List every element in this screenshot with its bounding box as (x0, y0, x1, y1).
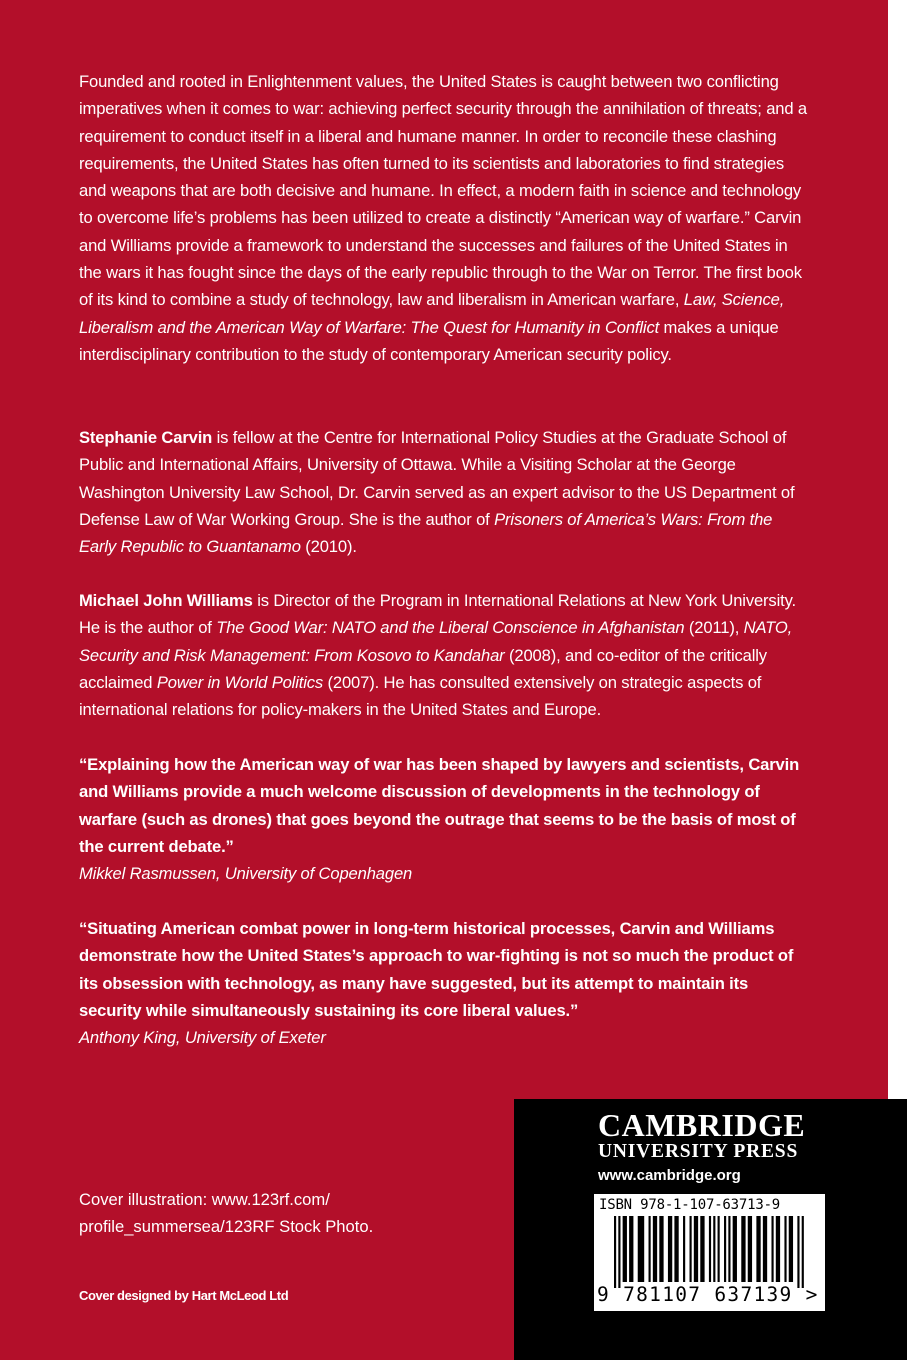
barcode-bar (718, 1216, 720, 1282)
publisher-panel (514, 1099, 907, 1360)
author-name-carvin: Stephanie Carvin (79, 428, 213, 447)
book-title-ref: The Good War: NATO and the Liberal Conscience in Afghanistan (216, 618, 685, 638)
author-bio-williams (79, 587, 811, 723)
barcode-bar (683, 1216, 685, 1282)
barcode-bar (756, 1216, 760, 1282)
barcode-bar (771, 1216, 773, 1282)
description-text-end: makes a unique interdisciplinary contribution to the study of contemporary American security policy. (79, 317, 779, 364)
endorsement-quote (79, 915, 811, 1051)
author-name-williams: Michael John Williams (79, 591, 253, 610)
barcode-bar (614, 1216, 616, 1288)
barcode-digits: 9 781107 637139 > (597, 1283, 819, 1306)
bio-text: is Director of the Program in International Relations at New York University. He is the author of (79, 591, 796, 638)
quote-text: “Explaining how the American way of war has been shaped by lawyers and scientists, Carvin and Williams provide a much welcome discussion of developments in the technology of warfare (such as drones) that goes beyond the outrage that seems to be the basis of most of the current debate.” (79, 755, 800, 856)
isbn-label: ISBN 978-1-107-63713-9 (599, 1197, 781, 1213)
cover-illustration-credit (79, 1186, 479, 1241)
barcode-bar (797, 1216, 799, 1288)
barcode-bar (694, 1216, 698, 1282)
barcode-bar (629, 1216, 633, 1282)
barcode-bar (659, 1216, 663, 1282)
quote-attribution: Anthony King, University of Exeter (79, 1028, 326, 1048)
credit-line: profile_summersea/123RF Stock Photo. (79, 1217, 374, 1237)
quote-attribution: Mikkel Rasmussen, University of Copenhagen (79, 864, 413, 884)
isbn-barcode (594, 1194, 825, 1311)
barcode-bar (638, 1216, 644, 1282)
barcode-bar (728, 1216, 730, 1282)
barcode-bar (802, 1216, 804, 1288)
barcode-bar (733, 1216, 737, 1282)
barcode-bar (649, 1216, 651, 1282)
cover-designer-credit: Cover designed by Hart McLeod Ltd (79, 1288, 289, 1303)
publisher-logo-name: CAMBRIDGE (598, 1107, 806, 1143)
author-bio-carvin (79, 424, 811, 560)
barcode-bar (784, 1216, 786, 1282)
bio-text: is fellow at the Centre for International Policy Studies at the Graduate School of Public and International Affairs, University of Ottawa. While a Visiting Scholar at the George Washington University Law School, Dr. Carvin served as an expert advisor to the US Department of Defense Law of War Working Group. She is the author of (79, 428, 795, 529)
credit-line: Cover illustration: www.123rf.com/ (79, 1190, 330, 1209)
quote-text: “Situating American combat power in long-term historical processes, Carvin and Williams demonstrate how the United States’s approach to war-fighting is not so much the product of its obsession with technology, as many have suggested, but its attempt to maintain its security while simultaneously sustaining its core liberal values.” (79, 919, 794, 1020)
barcode-bar (674, 1216, 678, 1282)
book-title-ref: Power in World Politics (156, 672, 324, 692)
barcode-bar (741, 1216, 745, 1282)
book-title-ref: NATO, Security and Risk Management: From Kosovo to Kandahar (79, 618, 793, 665)
barcode-bar (618, 1216, 620, 1288)
barcode-bar (668, 1216, 672, 1282)
barcode-bar (763, 1216, 767, 1282)
endorsement-quote (79, 751, 811, 887)
publisher-logo-subname: UNIVERSITY PRESS (598, 1141, 799, 1162)
barcode-bar (700, 1216, 704, 1282)
barcode-bar (709, 1216, 711, 1282)
bio-text: (2010). (300, 537, 357, 557)
barcode-bar (724, 1216, 726, 1282)
barcode-bar (748, 1216, 752, 1282)
barcode-bar (789, 1216, 793, 1282)
publisher-url: www.cambridge.org (598, 1167, 741, 1184)
bio-text: (2008), and co-editor of the critically acclaimed (79, 645, 767, 692)
bio-text: (2011), (684, 618, 744, 638)
barcode-bar (623, 1216, 627, 1282)
barcode-bar (776, 1216, 780, 1282)
bio-text: (2007). He has consulted extensively on strategic aspects of international relations for policy-makers in the United States and Europe. (79, 672, 762, 720)
book-title: Law, Science, Liberalism and the American Way of Warfare: The Quest for Humanity in Conflict (79, 290, 785, 337)
barcode-bar (713, 1216, 715, 1282)
description-text-start: Founded and rooted in Enlightenment values, the United States is caught between two conflicting imperatives when it comes to war: achieving perfect security through the annihilation of threats; and a requirement to conduct itself in a liberal and humane manner. In order to reconcile these clashing requirements, the United States has often turned to its scientists and laboratories to find strategies and weapons that are both decisive and humane. In effect, a modern faith in science and technology to overcome life’s problems has been utilized to create a distinctly “American way of warfare.” Carvin and Williams provide a framework to understand the successes and failures of the United States in the wars it has fought since the days of the early republic through to the War on Terror. The first book of its kind to combine a study of technology, law and liberalism in American warfare, (79, 72, 807, 310)
book-description (79, 68, 811, 368)
barcode-bar (690, 1216, 692, 1282)
barcode-bar (653, 1216, 657, 1282)
book-title-ref: Prisoners of America’s Wars: From the Early Republic to Guantanamo (79, 509, 773, 557)
